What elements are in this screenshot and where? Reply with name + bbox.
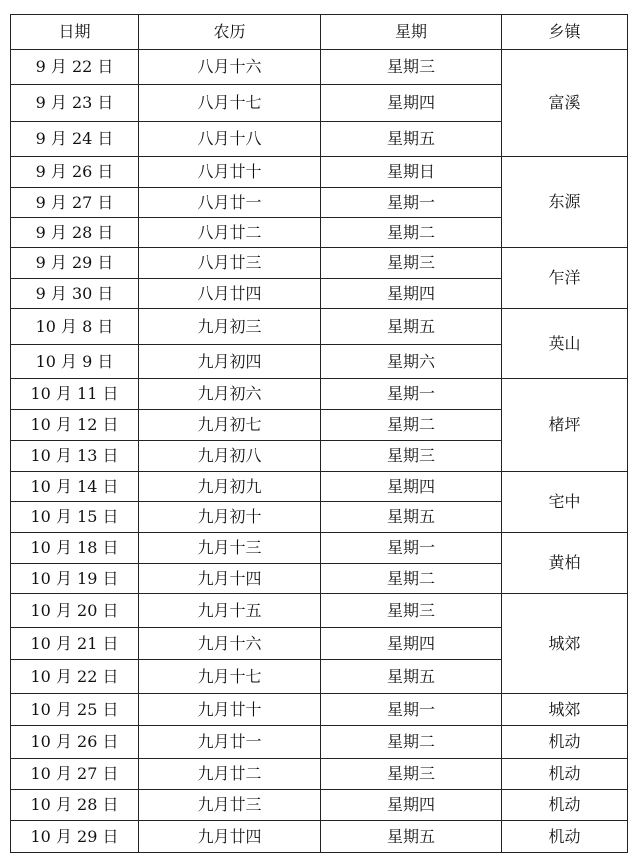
- weekday-cell: 星期三: [321, 594, 502, 628]
- town-cell: 乍洋: [502, 248, 628, 309]
- header-town: 乡镇: [502, 15, 628, 50]
- date-cell: 9 月 29 日: [11, 248, 139, 279]
- table-row: [11, 594, 628, 628]
- date-cell: 10 月 9 日: [11, 345, 139, 379]
- weekday-cell: 星期四: [321, 279, 502, 309]
- header-date: 日期: [11, 15, 139, 50]
- town-cell: 黄柏: [502, 533, 628, 594]
- weekday-cell: 星期三: [321, 248, 502, 279]
- date-cell: 10 月 19 日: [11, 564, 139, 594]
- lunar-date-cell: 八月十七: [139, 85, 321, 122]
- weekday-cell: 星期二: [321, 726, 502, 759]
- town-cell: 机动: [502, 790, 628, 821]
- weekday-cell: 星期二: [321, 218, 502, 248]
- weekday-cell: 星期四: [321, 628, 502, 660]
- date-cell: 9 月 23 日: [11, 85, 139, 122]
- lunar-date-cell: 九月十五: [139, 594, 321, 628]
- town-cell: 城郊: [502, 694, 628, 726]
- date-cell: 10 月 27 日: [11, 759, 139, 790]
- weekday-cell: 星期四: [321, 85, 502, 122]
- date-cell: 10 月 14 日: [11, 472, 139, 502]
- town-cell: 楮坪: [502, 379, 628, 472]
- table-row: [11, 790, 628, 821]
- weekday-cell: 星期四: [321, 790, 502, 821]
- date-cell: 10 月 28 日: [11, 790, 139, 821]
- table-row: [11, 157, 628, 188]
- date-cell: 10 月 8 日: [11, 309, 139, 345]
- lunar-date-cell: 九月廿一: [139, 726, 321, 759]
- table-row: [11, 694, 628, 726]
- lunar-date-cell: 九月十四: [139, 564, 321, 594]
- table-row: [11, 759, 628, 790]
- weekday-cell: 星期一: [321, 533, 502, 564]
- lunar-date-cell: 八月十六: [139, 50, 321, 85]
- lunar-date-cell: 九月十三: [139, 533, 321, 564]
- weekday-cell: 星期一: [321, 188, 502, 218]
- date-cell: 10 月 18 日: [11, 533, 139, 564]
- date-cell: 10 月 11 日: [11, 379, 139, 410]
- header-row: [11, 15, 628, 50]
- date-cell: 10 月 15 日: [11, 502, 139, 533]
- lunar-date-cell: 九月廿十: [139, 694, 321, 726]
- weekday-cell: 星期四: [321, 472, 502, 502]
- weekday-cell: 星期二: [321, 564, 502, 594]
- date-cell: 10 月 12 日: [11, 410, 139, 441]
- weekday-cell: 星期日: [321, 157, 502, 188]
- table-row: [11, 309, 628, 345]
- weekday-cell: 星期三: [321, 441, 502, 472]
- lunar-date-cell: 九月初三: [139, 309, 321, 345]
- weekday-cell: 星期三: [321, 50, 502, 85]
- lunar-date-cell: 九月初七: [139, 410, 321, 441]
- date-cell: 10 月 26 日: [11, 726, 139, 759]
- lunar-date-cell: 八月廿一: [139, 188, 321, 218]
- date-cell: 9 月 24 日: [11, 122, 139, 157]
- town-cell: 城郊: [502, 594, 628, 694]
- lunar-date-cell: 九月廿二: [139, 759, 321, 790]
- date-cell: 10 月 21 日: [11, 628, 139, 660]
- lunar-date-cell: 九月初六: [139, 379, 321, 410]
- town-cell: 东源: [502, 157, 628, 248]
- weekday-cell: 星期五: [321, 660, 502, 694]
- header-weekday: 星期: [321, 15, 502, 50]
- date-cell: 10 月 13 日: [11, 441, 139, 472]
- date-cell: 9 月 30 日: [11, 279, 139, 309]
- lunar-date-cell: 九月廿三: [139, 790, 321, 821]
- table-row: [11, 379, 628, 410]
- weekday-cell: 星期三: [321, 759, 502, 790]
- town-cell: 机动: [502, 821, 628, 853]
- table-row: [11, 533, 628, 564]
- lunar-date-cell: 九月初十: [139, 502, 321, 533]
- table-row: [11, 821, 628, 853]
- table-row: [11, 726, 628, 759]
- schedule-table: [10, 14, 628, 853]
- date-cell: 10 月 20 日: [11, 594, 139, 628]
- date-cell: 9 月 26 日: [11, 157, 139, 188]
- date-cell: 9 月 22 日: [11, 50, 139, 85]
- lunar-date-cell: 九月十六: [139, 628, 321, 660]
- header-lunar: 农历: [139, 15, 321, 50]
- table-row: [11, 472, 628, 502]
- weekday-cell: 星期五: [321, 309, 502, 345]
- lunar-date-cell: 八月十八: [139, 122, 321, 157]
- date-cell: 9 月 28 日: [11, 218, 139, 248]
- town-cell: 机动: [502, 759, 628, 790]
- lunar-date-cell: 九月廿四: [139, 821, 321, 853]
- weekday-cell: 星期五: [321, 821, 502, 853]
- town-cell: 富溪: [502, 50, 628, 157]
- weekday-cell: 星期二: [321, 410, 502, 441]
- town-cell: 英山: [502, 309, 628, 379]
- lunar-date-cell: 九月十七: [139, 660, 321, 694]
- date-cell: 9 月 27 日: [11, 188, 139, 218]
- table-row: [11, 50, 628, 85]
- town-cell: 宅中: [502, 472, 628, 533]
- date-cell: 10 月 29 日: [11, 821, 139, 853]
- town-cell: 机动: [502, 726, 628, 759]
- lunar-date-cell: 八月廿二: [139, 218, 321, 248]
- lunar-date-cell: 九月初四: [139, 345, 321, 379]
- lunar-date-cell: 九月初八: [139, 441, 321, 472]
- schedule-body: [11, 50, 628, 853]
- date-cell: 10 月 22 日: [11, 660, 139, 694]
- weekday-cell: 星期一: [321, 694, 502, 726]
- date-cell: 10 月 25 日: [11, 694, 139, 726]
- lunar-date-cell: 八月廿四: [139, 279, 321, 309]
- lunar-date-cell: 八月廿三: [139, 248, 321, 279]
- lunar-date-cell: 八月廿十: [139, 157, 321, 188]
- weekday-cell: 星期一: [321, 379, 502, 410]
- weekday-cell: 星期五: [321, 502, 502, 533]
- lunar-date-cell: 九月初九: [139, 472, 321, 502]
- weekday-cell: 星期六: [321, 345, 502, 379]
- table-row: [11, 248, 628, 279]
- weekday-cell: 星期五: [321, 122, 502, 157]
